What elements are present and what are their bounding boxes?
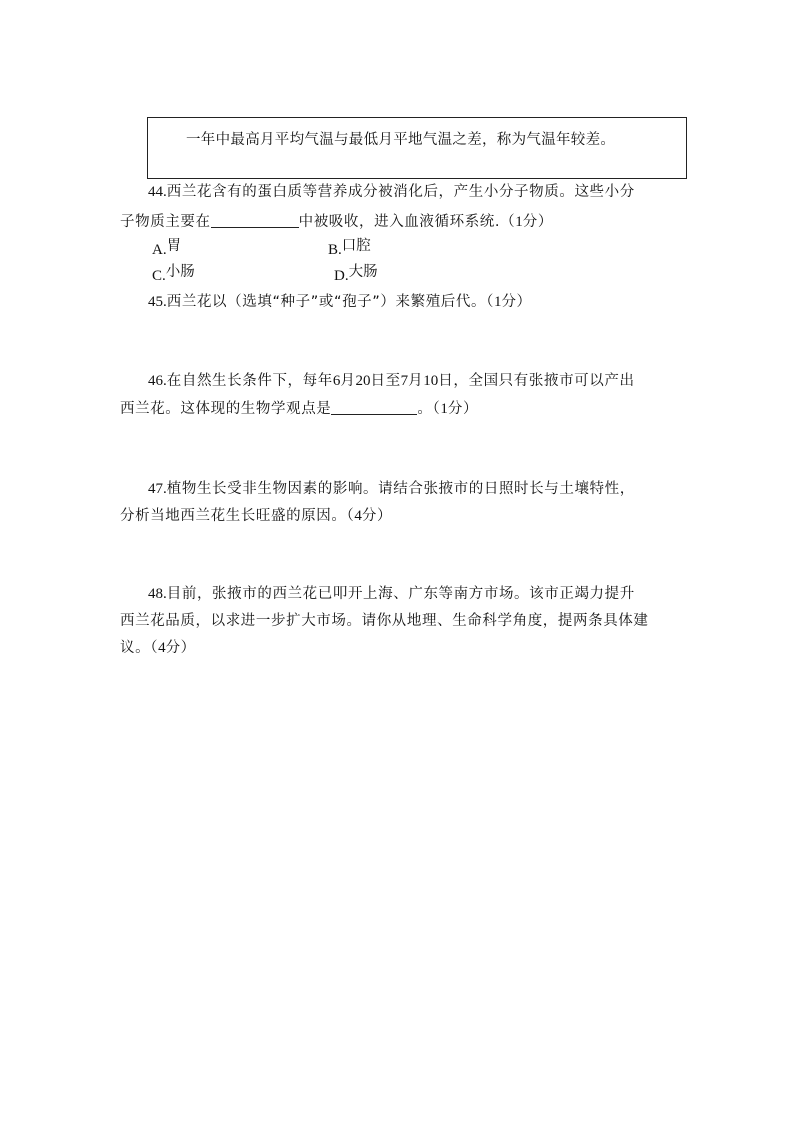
question-44-text-1: 西兰花含有的蛋白质等营养成分被消化后，产生小分子物质。这些小分	[166, 184, 635, 200]
question-46-month-end: 7	[400, 373, 409, 389]
option-d-text: 大肠	[348, 264, 378, 280]
question-46-line-2	[120, 399, 478, 419]
question-44-option-d[interactable]	[334, 266, 378, 286]
question-48-score-close: 分）	[165, 640, 196, 656]
option-a-letter: A.	[152, 242, 167, 258]
question-47-line-2	[120, 506, 392, 526]
question-47-text-1: 植物生长受非生物因素的影响。请结合张掖市的日照时长与土壤特性，	[166, 481, 635, 497]
question-44-line-2	[120, 212, 553, 232]
question-44-score-close: 分）	[522, 214, 553, 230]
question-44-text-2a: 子物质主要在	[120, 214, 211, 230]
question-44-text-2b: 中被吸收，进入血液循环系统	[298, 214, 495, 230]
question-48-text-1: 目前，张掖市的西兰花已叩开上海、广东等南方市场。该市正竭力提升	[166, 586, 635, 602]
option-b-text: 口腔	[341, 238, 371, 254]
question-46-text-7: 。（	[417, 401, 441, 417]
question-48-number: 48.	[148, 586, 167, 602]
question-46-day-end: 10	[423, 373, 439, 389]
question-44-score-open: .（	[494, 214, 516, 230]
definition-note-box	[147, 117, 687, 179]
question-48-line-3	[120, 638, 196, 658]
question-45-score-close: 分）	[501, 294, 532, 310]
question-46-line-1	[148, 371, 635, 391]
question-48-score: 4	[158, 640, 166, 656]
question-45-text: 西兰花以（选填“种子”或“孢子”）来繁殖后代。（	[166, 294, 494, 310]
question-46-text-3: 日至	[370, 373, 401, 389]
question-44-line-1	[148, 182, 635, 202]
question-46-text-6: 西兰花。这体现的生物学观点是	[120, 401, 332, 417]
question-47-line-1	[148, 479, 635, 499]
option-a-text: 胃	[166, 238, 182, 254]
question-45-line	[148, 292, 532, 312]
question-48-line-2	[120, 611, 649, 631]
question-48-line-1	[148, 584, 635, 604]
question-46-text-2: 月	[340, 373, 356, 389]
question-46-text-4: 月	[408, 373, 424, 389]
question-44-option-b[interactable]	[328, 240, 371, 260]
question-44-option-c[interactable]	[152, 266, 195, 286]
question-47-number: 47.	[148, 481, 167, 497]
question-44-answer-blank[interactable]	[211, 212, 299, 228]
question-46-text-1: 在自然生长条件下，每年	[166, 373, 333, 389]
question-47-score: 4	[354, 508, 362, 524]
option-b-letter: B.	[328, 242, 342, 258]
option-c-letter: C.	[152, 268, 166, 284]
question-44-option-a[interactable]	[152, 240, 181, 260]
question-46-text-5: 日，全国只有张掖市可以产出	[438, 373, 635, 389]
question-44-score: 1	[515, 214, 523, 230]
question-45-score: 1	[493, 294, 502, 310]
question-48-text-3: 议。（	[120, 640, 159, 656]
question-47-text-2: 分析当地西兰花生长旺盛的原因。（	[120, 508, 355, 524]
option-d-letter: D.	[334, 268, 349, 284]
question-44-number: 44.	[148, 184, 167, 200]
question-48-text-2: 西兰花品质，以求进一步扩大市场。请你从地理、生命科学角度，提两条具体建	[120, 613, 649, 629]
question-46-score-close: 分）	[447, 401, 479, 417]
option-c-text: 小肠	[165, 264, 195, 280]
question-47-score-close: 分）	[361, 508, 393, 524]
question-45-number: 45.	[148, 294, 167, 310]
question-46-answer-blank[interactable]	[331, 399, 417, 415]
question-46-month-start: 6	[332, 373, 341, 389]
definition-note-text: 一年中最高月平均气温与最低月平地气温之差，称为气温年较差。	[186, 132, 616, 148]
question-46-number: 46.	[148, 373, 167, 389]
question-46-score: 1	[440, 401, 448, 417]
question-46-day-start: 20	[355, 373, 371, 389]
